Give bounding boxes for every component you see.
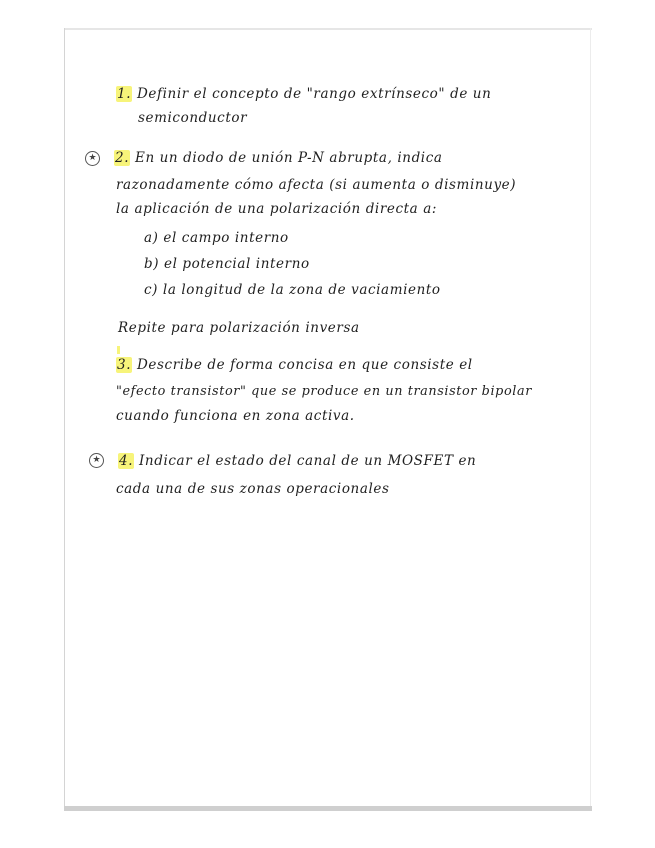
question-2-line-1: [114, 150, 443, 166]
question-2-repeat: Repite para polarización inversa: [118, 320, 360, 336]
question-1-line-1: [116, 86, 491, 102]
question-4-number: 4.: [119, 453, 134, 469]
handwritten-page: [66, 30, 590, 806]
question-1-text-1: Definir el concepto de "rango extrínseco" de un: [137, 86, 492, 102]
question-2-number: 2.: [115, 150, 130, 166]
question-3-line-3: cuando funciona en zona activa.: [116, 408, 355, 424]
highlight-tick: [117, 346, 120, 354]
question-2-text-1: En un diodo de unión P-N abrupta, indica: [135, 150, 443, 166]
star-marker-icon: ★: [89, 453, 104, 468]
question-4-line-1: [118, 453, 476, 469]
question-3-number: 3.: [117, 357, 132, 373]
question-4-line-2: cada una de sus zonas operacionales: [116, 481, 390, 497]
star-marker-icon: ★: [85, 151, 100, 166]
question-3-line-1: [116, 357, 473, 373]
question-4-text-1: Indicar el estado del canal de un MOSFET en: [139, 453, 477, 469]
scan-edge-right: [590, 28, 591, 810]
question-2-item-c: c) la longitud de la zona de vaciamiento: [144, 282, 441, 298]
scan-edge-left: [64, 28, 65, 810]
question-2-line-3: la aplicación de una polarización directa a:: [116, 201, 438, 217]
question-2-line-2: razonadamente cómo afecta (si aumenta o disminuye): [116, 177, 517, 193]
question-1-line-2: semiconductor: [138, 110, 248, 126]
question-3-line-2: "efecto transistor" que se produce en un transistor bipolar: [116, 384, 532, 399]
scan-edge-bottom: [64, 806, 592, 811]
question-2-item-a: a) el campo interno: [144, 230, 289, 246]
question-3-text-1: Describe de forma concisa en que consiste el: [137, 357, 473, 373]
question-2-item-b: b) el potencial interno: [144, 256, 310, 272]
question-1-number: 1.: [117, 86, 132, 102]
